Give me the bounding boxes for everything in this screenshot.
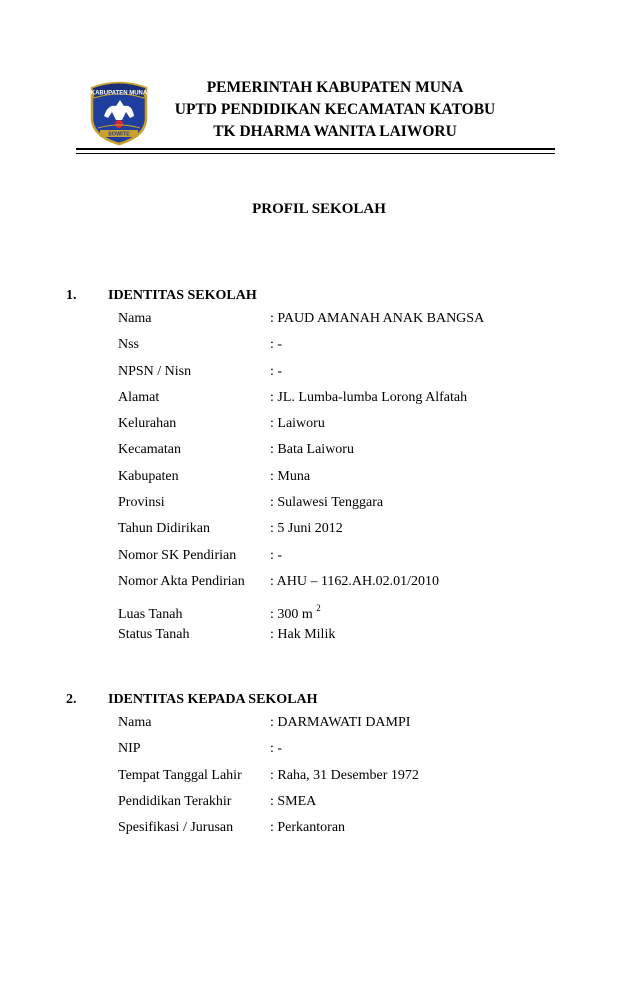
field-row-pendidikan xyxy=(66,789,586,815)
field-row-provinsi xyxy=(66,490,586,516)
section-heading xyxy=(66,286,586,306)
section-number: 1. xyxy=(66,288,77,303)
svg-text:SOWITE: SOWITE xyxy=(108,131,130,138)
field-label: Spesifikasi / Jurusan xyxy=(118,820,234,836)
section-title: IDENTITAS SEKOLAH xyxy=(108,288,257,303)
field-label: Kecamatan xyxy=(118,442,181,458)
field-label: Nomor SK Pendirian xyxy=(118,547,237,563)
field-value: : - xyxy=(270,547,283,563)
letterhead-line-3: TK DHARMA WANITA LAIWORU xyxy=(213,123,457,140)
field-row-alamat xyxy=(66,385,586,411)
letterhead-rule-thick xyxy=(76,148,555,150)
field-value: : Hak Milik xyxy=(270,626,336,642)
field-label: Nama xyxy=(118,715,152,730)
field-row-nomor-sk xyxy=(66,543,586,569)
field-value: : Bata Laiworu xyxy=(270,442,354,458)
field-label: NPSN / Nisn xyxy=(118,363,192,379)
letterhead-rule-thin xyxy=(76,153,555,154)
field-value: : SMEA xyxy=(270,793,317,809)
field-label: Provinsi xyxy=(118,495,165,511)
field-row-nomor-akta xyxy=(66,569,586,595)
field-value: : DARMAWATI DAMPI xyxy=(270,715,411,730)
field-value: : Laiworu xyxy=(270,416,325,432)
field-label: Tahun Didirikan xyxy=(118,521,210,537)
field-value: : Muna xyxy=(270,468,311,484)
field-row-npsn xyxy=(66,359,586,385)
field-row-kecamatan xyxy=(66,437,586,463)
field-row-spesifikasi xyxy=(66,815,586,841)
field-label: Nama xyxy=(118,311,152,326)
field-row-kelurahan xyxy=(66,411,586,437)
field-row-ttl xyxy=(66,763,586,789)
kabupaten-muna-crest-icon xyxy=(86,78,152,146)
field-label: Status Tanah xyxy=(118,626,190,642)
field-value: : Perkantoran xyxy=(270,820,346,836)
field-row-luas-tanah xyxy=(66,595,586,621)
field-row-kabupaten xyxy=(66,464,586,490)
field-row-nama xyxy=(66,306,586,332)
superscript: 2 xyxy=(316,603,321,614)
field-row-nama xyxy=(66,710,586,736)
field-value: : - xyxy=(270,337,283,353)
field-value: : Raha, 31 Desember 1972 xyxy=(270,767,419,783)
svg-text:KABUPATEN MUNA: KABUPATEN MUNA xyxy=(90,90,148,97)
field-value: : AHU – 1162.AH.02.01/2010 xyxy=(270,573,440,589)
field-label: Alamat xyxy=(118,389,160,405)
field-label: Tempat Tanggal Lahir xyxy=(118,767,242,783)
field-row-nss xyxy=(66,332,586,358)
letterhead xyxy=(150,77,520,143)
field-label: Nomor Akta Pendirian xyxy=(118,573,245,589)
field-value: : PAUD AMANAH ANAK BANGSA xyxy=(270,311,485,326)
field-label: Luas Tanah xyxy=(118,607,183,623)
section-heading xyxy=(66,690,586,710)
field-value: : Sulawesi Tenggara xyxy=(270,495,384,511)
page-title: PROFIL SEKOLAH xyxy=(252,201,386,217)
section-title: IDENTITAS KEPADA SEKOLAH xyxy=(108,692,318,707)
field-row-status-tanah xyxy=(66,622,586,648)
field-value: : 5 Juni 2012 xyxy=(270,521,343,537)
letterhead-line-2: UPTD PENDIDIKAN KECAMATAN KATOBU xyxy=(174,101,496,118)
field-value: : 300 m xyxy=(270,607,313,623)
field-label: Pendidikan Terakhir xyxy=(118,793,232,809)
field-label: NIP xyxy=(118,741,141,757)
section-number: 2. xyxy=(66,692,77,707)
field-value: : - xyxy=(270,741,283,757)
field-row-tahun-didirikan xyxy=(66,516,586,542)
field-row-nip xyxy=(66,736,586,762)
field-value: : JL. Lumba-lumba Lorong Alfatah xyxy=(270,389,468,405)
section-identitas-kepala-sekolah xyxy=(66,690,586,841)
letterhead-line-1: PEMERINTAH KABUPATEN MUNA xyxy=(206,79,464,96)
field-value: : - xyxy=(270,363,283,379)
field-label: Kelurahan xyxy=(118,416,177,432)
field-label: Kabupaten xyxy=(118,468,179,484)
field-label: Nss xyxy=(118,337,140,353)
section-identitas-sekolah xyxy=(66,286,586,648)
